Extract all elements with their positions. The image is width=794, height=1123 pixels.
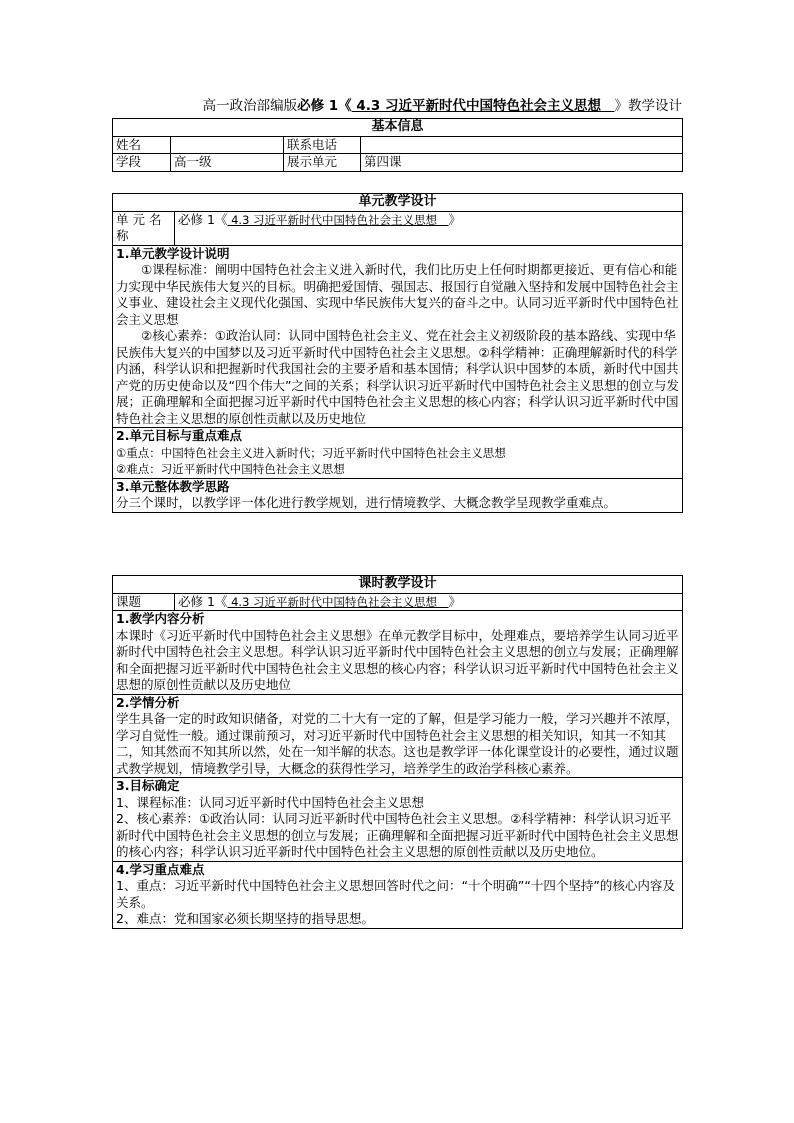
unit-sec2-title: 2.单元目标与重点难点 bbox=[116, 428, 242, 443]
unit-design-table bbox=[112, 193, 683, 513]
lesson-design-table bbox=[112, 575, 683, 929]
unit-sec1-paragraph-2: ②核心素养：①政治认同：认同中国特色社会主义、党在社会主义初级阶段的基本路线、实现中华民族伟大复兴的中国梦以及习近平新时代中国特色社会主义思想。②科学精神：正确理解新时代的科学内涵，科学认识和把握新时代我国社会的主要矛盾和基本国情；科学认识中国梦的本质，新时代中国共产党的历史使命以及“四个伟大”之间的关系；科学认识习近平新时代中国特色社会主义思想的创立与发展；正确理解和全面把握习近平新时代中国特色社会主义思想的核心内容；科学认识习近平新时代中国特色社会主义思想的原创性贡献以及历史地位 bbox=[116, 328, 679, 426]
lesson-sec1-text: 本课时《习近平新时代中国特色社会主义思想》在单元教学目标中，处理难点，要培养学生认同习近平新时代中国特色社会主义思想。科学认识习近平新时代中国特色社会主义思想的创立与发展；正确理解和全面把握习近平新时代中国特色社会主义思想的核心内容；科学认识习近平新时代中国特色社会主义思想的原创性贡献以及历史地位 bbox=[116, 627, 679, 692]
unit-sec2-line-1: ①重点：中国特色社会主义进入新时代；习近平新时代中国特色社会主义思想 bbox=[116, 445, 506, 460]
title-prefix: 高一政治部编版 bbox=[202, 98, 298, 114]
lesson-section-3 bbox=[113, 778, 683, 862]
lesson-section-1 bbox=[113, 611, 683, 695]
topic-prefix: 必修 1《 bbox=[178, 593, 228, 609]
unit-name-suffix: 》 bbox=[448, 211, 462, 227]
name-value[interactable] bbox=[171, 136, 284, 154]
topic-underlined: 4.3 习近平新时代中国特色社会主义思想 bbox=[227, 594, 449, 609]
lesson-sec3-title: 3.目标确定 bbox=[116, 778, 180, 793]
page-title bbox=[112, 97, 682, 115]
unit-section-1 bbox=[113, 245, 683, 428]
unit-name-value bbox=[175, 211, 683, 245]
unit-sec2-line-2: ②难点：习近平新时代中国特色社会主义思想 bbox=[116, 462, 345, 476]
unit-name-underlined: 4.3 习近平新时代中国特色社会主义思想 bbox=[227, 212, 449, 227]
lesson-section-2 bbox=[113, 694, 683, 778]
basic-info-header: 基本信息 bbox=[113, 119, 683, 137]
unit-sec3-text: 分三个课时，以教学评一体化进行教学规划，进行情境教学、大概念教学呈现教学重难点。 bbox=[116, 495, 617, 510]
unit-section-2 bbox=[113, 428, 683, 479]
lesson-sec3-line-2: 2、核心素养：①政治认同：认同习近平新时代中国特色社会主义思想。②科学精神：科学认识习近平新时代中国特色社会主义思想的创立与发展；正确理解和全面把握习近平新时代中国特色社会主义思想的核心内容；科学认识习近平新时代中国特色社会主义思想的原创性贡献以及历史地位。 bbox=[116, 811, 679, 859]
title-underlined: 4.3 习近平新时代中国特色社会主义思想 bbox=[351, 98, 615, 114]
phone-label: 联系电话 bbox=[284, 136, 361, 154]
unit-name-label: 单 元 名称 bbox=[113, 211, 175, 245]
grade-value: 高一级 bbox=[171, 154, 284, 172]
unit-section-3 bbox=[113, 478, 683, 512]
title-suffix: 》教学设计 bbox=[614, 98, 682, 114]
unit-sec1-paragraph-1: ①课程标准：阐明中国特色社会主义进入新时代，我们比历史上任何时期都更接近、更有信心和能力实现中华民族伟大复兴的目标。明确把爱国情、强国志、报国行自觉融入坚持和发展中国特色社会主义事业、建设社会主义现代化强国、实现中华民族伟大复兴的奋斗之中。认同习近平新时代中国特色社会主义思想 bbox=[116, 262, 679, 327]
basic-info-table bbox=[112, 118, 683, 172]
topic-label: 课题 bbox=[113, 593, 175, 611]
unit-design-header: 单元教学设计 bbox=[113, 194, 683, 212]
lesson-design-header: 课时教学设计 bbox=[113, 576, 683, 594]
unit-label: 展示单元 bbox=[284, 154, 361, 172]
lesson-sec4-line-2: 2、难点：党和国家必须长期坚持的指导思想。 bbox=[116, 911, 374, 926]
lesson-section-4 bbox=[113, 861, 683, 928]
unit-sec1-title: 1.单元教学设计说明 bbox=[116, 245, 230, 261]
lesson-sec1-title: 1.教学内容分析 bbox=[116, 611, 205, 626]
unit-name-prefix: 必修 1《 bbox=[178, 211, 228, 227]
title-bold: 必修 1《 bbox=[297, 98, 352, 114]
name-label: 姓名 bbox=[113, 136, 171, 154]
lesson-sec3-line-1: 1、课程标准：认同习近平新时代中国特色社会主义思想 bbox=[116, 794, 424, 810]
lesson-sec4-line-1: 1、重点：习近平新时代中国特色社会主义思想回答时代之问：“十个明确”“十四个坚持”的核心内容及关系。 bbox=[116, 878, 675, 910]
unit-sec3-title: 3.单元整体教学思路 bbox=[116, 478, 230, 494]
lesson-sec2-text: 学生具备一定的时政知识储备，对党的二十大有一定的了解，但是学习能力一般，学习兴趣并不浓厚，学习自觉性一般。通过课前预习，对习近平新时代中国特色社会主义思想的相关知识，知其一不知其二，知其然而不知其所以然，处在一知半解的状态。这也是教学评一体化课堂设计的必要性，通过议题式教学规划，情境教学引导，大概念的获得性学习，培养学生的政治学科核心素养。 bbox=[116, 711, 679, 776]
phone-value[interactable] bbox=[361, 136, 683, 154]
unit-value: 第四课 bbox=[361, 154, 683, 172]
grade-label: 学段 bbox=[113, 154, 171, 172]
lesson-sec4-title: 4.学习重点难点 bbox=[116, 861, 205, 877]
lesson-sec2-title: 2.学情分析 bbox=[116, 694, 180, 710]
topic-suffix: 》 bbox=[448, 593, 462, 609]
topic-value bbox=[175, 593, 683, 611]
